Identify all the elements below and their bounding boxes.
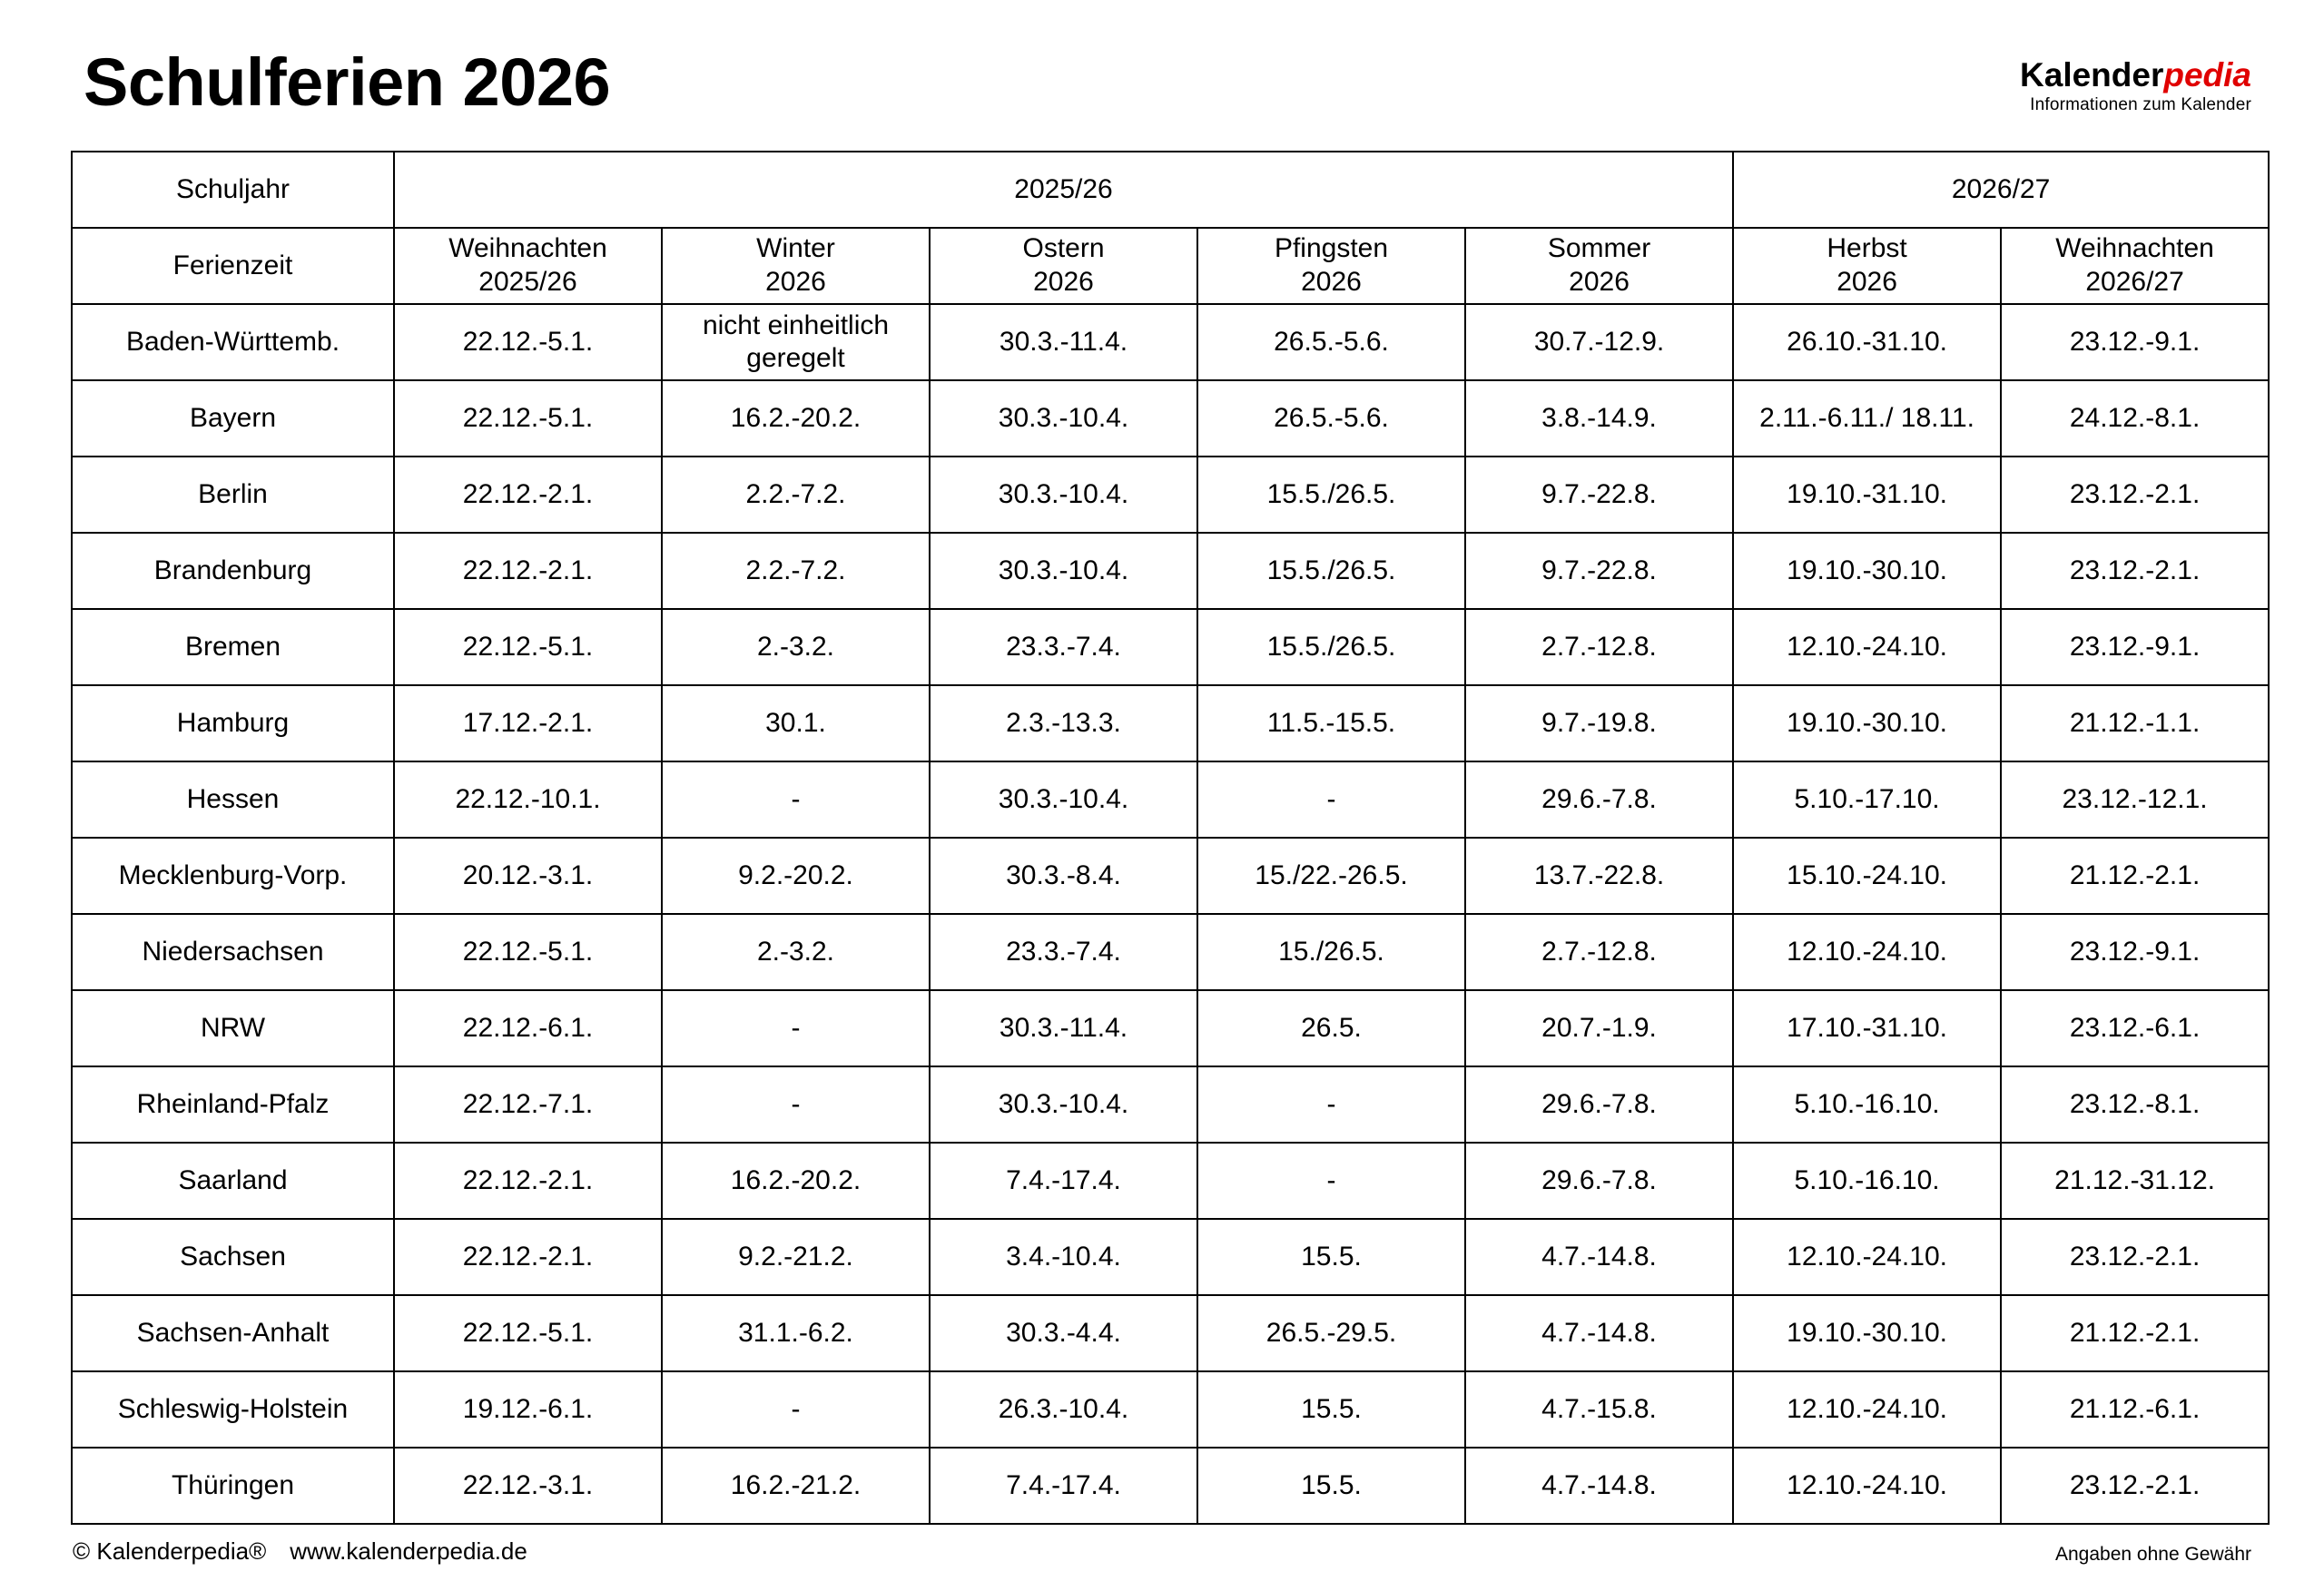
- holiday-date-cell: 4.7.-15.8.: [1465, 1371, 1733, 1448]
- holiday-date-cell: 30.3.-10.4.: [930, 1066, 1197, 1143]
- state-name-cell: Sachsen: [72, 1219, 394, 1295]
- table-row: [72, 1143, 2269, 1219]
- holiday-date-cell: 15.5.: [1197, 1371, 1465, 1448]
- footer-credits: [73, 1537, 527, 1566]
- period-header-row: [72, 228, 2269, 304]
- brand-name-part2: pedia: [2163, 56, 2251, 93]
- period-name: Sommer: [1547, 233, 1651, 264]
- table-row: [72, 1371, 2269, 1448]
- brand-name-part1: Kalender: [2020, 56, 2164, 93]
- holiday-date-cell: 22.12.-5.1.: [394, 304, 662, 380]
- holiday-date-cell: 22.12.-7.1.: [394, 1066, 662, 1143]
- holiday-date-cell: 22.12.-6.1.: [394, 990, 662, 1066]
- holiday-date-cell: 12.10.-24.10.: [1733, 914, 2001, 990]
- holiday-date-cell: 30.3.-10.4.: [930, 533, 1197, 609]
- holiday-date-cell: 23.3.-7.4.: [930, 914, 1197, 990]
- holiday-date-cell: 30.3.-10.4.: [930, 380, 1197, 457]
- holiday-date-cell: 2.11.-6.11./ 18.11.: [1733, 380, 2001, 457]
- holiday-date-cell: 15.5./26.5.: [1197, 533, 1465, 609]
- holiday-date-cell: 23.12.-2.1.: [2001, 533, 2269, 609]
- holiday-date-cell: 2.7.-12.8.: [1465, 914, 1733, 990]
- brand-tagline: Informationen zum Kalender: [2030, 94, 2251, 114]
- holiday-date-cell: 26.5.: [1197, 990, 1465, 1066]
- page-header: [64, 36, 2260, 145]
- state-name-cell: Schleswig-Holstein: [72, 1371, 394, 1448]
- footer-website: www.kalenderpedia.de: [290, 1537, 527, 1565]
- period-header-7: [2001, 228, 2269, 304]
- holiday-date-cell: 15./22.-26.5.: [1197, 838, 1465, 914]
- holiday-date-cell: 21.12.-2.1.: [2001, 838, 2269, 914]
- holiday-date-cell: 15./26.5.: [1197, 914, 1465, 990]
- state-name-cell: Hamburg: [72, 685, 394, 761]
- holiday-date-cell: 23.12.-2.1.: [2001, 457, 2269, 533]
- schoolyear-corner-label: Schuljahr: [72, 152, 394, 228]
- holiday-date-cell: 5.10.-16.10.: [1733, 1143, 2001, 1219]
- holiday-date-cell: 3.4.-10.4.: [930, 1219, 1197, 1295]
- period-year: 2026: [1837, 267, 1897, 297]
- period-year: 2026: [1569, 267, 1630, 297]
- holiday-date-cell: 20.12.-3.1.: [394, 838, 662, 914]
- holiday-date-cell: 21.12.-31.12.: [2001, 1143, 2269, 1219]
- holiday-date-cell: 23.12.-12.1.: [2001, 761, 2269, 838]
- table-row: [72, 457, 2269, 533]
- holiday-date-cell: 11.5.-15.5.: [1197, 685, 1465, 761]
- holiday-date-cell: 30.1.: [662, 685, 930, 761]
- table-row: [72, 1295, 2269, 1371]
- holiday-date-cell: 17.12.-2.1.: [394, 685, 662, 761]
- holiday-date-cell: 22.12.-5.1.: [394, 380, 662, 457]
- holiday-date-cell: 22.12.-2.1.: [394, 1143, 662, 1219]
- page-title: Schulferien 2026: [84, 44, 611, 120]
- holiday-date-cell: 31.1.-6.2.: [662, 1295, 930, 1371]
- state-name-cell: Thüringen: [72, 1448, 394, 1524]
- holiday-date-cell: 7.4.-17.4.: [930, 1143, 1197, 1219]
- footer-disclaimer: Angaben ohne Gewähr: [2055, 1544, 2251, 1565]
- state-name-cell: Saarland: [72, 1143, 394, 1219]
- holiday-date-cell: 23.12.-2.1.: [2001, 1448, 2269, 1524]
- holiday-date-cell: 5.10.-16.10.: [1733, 1066, 2001, 1143]
- holiday-date-cell: 19.10.-30.10.: [1733, 533, 2001, 609]
- holiday-date-cell: 30.3.-10.4.: [930, 457, 1197, 533]
- table-row: [72, 609, 2269, 685]
- period-header-4: [1197, 228, 1465, 304]
- footer-copyright: © Kalenderpedia®: [73, 1537, 267, 1565]
- holiday-date-cell: 22.12.-2.1.: [394, 533, 662, 609]
- holiday-date-cell: 26.5.-5.6.: [1197, 304, 1465, 380]
- holiday-date-cell: 13.7.-22.8.: [1465, 838, 1733, 914]
- holiday-date-cell: 15.5.: [1197, 1219, 1465, 1295]
- holiday-date-cell: 19.10.-30.10.: [1733, 685, 2001, 761]
- period-header-1: [394, 228, 662, 304]
- holiday-date-cell: 23.12.-2.1.: [2001, 1219, 2269, 1295]
- holiday-date-cell: 19.12.-6.1.: [394, 1371, 662, 1448]
- table-row: [72, 838, 2269, 914]
- period-year: 2026: [765, 267, 826, 297]
- holiday-date-cell: 4.7.-14.8.: [1465, 1219, 1733, 1295]
- holiday-date-cell: 4.7.-14.8.: [1465, 1448, 1733, 1524]
- holiday-date-cell: 21.12.-2.1.: [2001, 1295, 2269, 1371]
- period-year: 2026/27: [2085, 267, 2184, 297]
- schoolyear-header-row: [72, 152, 2269, 228]
- state-name-cell: Baden-Württemb.: [72, 304, 394, 380]
- brand-name: [2020, 58, 2251, 93]
- holiday-date-cell: 9.7.-22.8.: [1465, 457, 1733, 533]
- period-year: 2026: [1033, 267, 1094, 297]
- holiday-date-cell: 15.10.-24.10.: [1733, 838, 2001, 914]
- holiday-date-cell: 23.12.-9.1.: [2001, 304, 2269, 380]
- holiday-date-cell: 26.3.-10.4.: [930, 1371, 1197, 1448]
- holiday-date-cell: 15.5./26.5.: [1197, 609, 1465, 685]
- schoolyear-header: 2026/27: [1733, 152, 2269, 228]
- holiday-date-cell: -: [662, 1371, 930, 1448]
- holiday-date-cell: 30.3.-11.4.: [930, 304, 1197, 380]
- period-header-3: [930, 228, 1197, 304]
- holiday-date-cell: 23.12.-8.1.: [2001, 1066, 2269, 1143]
- table-row: [72, 1219, 2269, 1295]
- holiday-date-cell: 22.12.-2.1.: [394, 457, 662, 533]
- holiday-date-cell: 4.7.-14.8.: [1465, 1295, 1733, 1371]
- holiday-date-cell: nicht einheitlich geregelt: [662, 304, 930, 380]
- table-row: [72, 761, 2269, 838]
- holiday-date-cell: 2.2.-7.2.: [662, 533, 930, 609]
- table-row: [72, 914, 2269, 990]
- period-header-5: [1465, 228, 1733, 304]
- holiday-date-cell: 22.12.-2.1.: [394, 1219, 662, 1295]
- table-row: [72, 1066, 2269, 1143]
- table-row: [72, 1448, 2269, 1524]
- period-name: Weihnachten: [448, 233, 607, 264]
- period-name: Weihnachten: [2055, 233, 2214, 264]
- holiday-date-cell: 3.8.-14.9.: [1465, 380, 1733, 457]
- brand-logo: [2020, 58, 2251, 115]
- holiday-date-cell: 20.7.-1.9.: [1465, 990, 1733, 1066]
- state-name-cell: Rheinland-Pfalz: [72, 1066, 394, 1143]
- holiday-date-cell: 19.10.-31.10.: [1733, 457, 2001, 533]
- holiday-date-cell: 17.10.-31.10.: [1733, 990, 2001, 1066]
- holiday-date-cell: 5.10.-17.10.: [1733, 761, 2001, 838]
- holiday-date-cell: 22.12.-3.1.: [394, 1448, 662, 1524]
- page-footer: [73, 1537, 2251, 1566]
- period-name: Ostern: [1022, 233, 1105, 264]
- period-year: 2026: [1301, 267, 1362, 297]
- period-corner-label: Ferienzeit: [72, 228, 394, 304]
- state-name-cell: Bayern: [72, 380, 394, 457]
- holiday-date-cell: 9.2.-21.2.: [662, 1219, 930, 1295]
- holiday-date-cell: -: [1197, 1143, 1465, 1219]
- table-row: [72, 380, 2269, 457]
- holiday-date-cell: 26.5.-5.6.: [1197, 380, 1465, 457]
- holiday-date-cell: 16.2.-21.2.: [662, 1448, 930, 1524]
- holiday-date-cell: 21.12.-1.1.: [2001, 685, 2269, 761]
- table-row: [72, 304, 2269, 380]
- holiday-date-cell: 22.12.-5.1.: [394, 609, 662, 685]
- holiday-date-cell: 29.6.-7.8.: [1465, 1066, 1733, 1143]
- holiday-date-cell: 22.12.-5.1.: [394, 1295, 662, 1371]
- holiday-date-cell: 22.12.-5.1.: [394, 914, 662, 990]
- state-name-cell: NRW: [72, 990, 394, 1066]
- holiday-date-cell: 23.12.-9.1.: [2001, 914, 2269, 990]
- holiday-date-cell: 26.5.-29.5.: [1197, 1295, 1465, 1371]
- holiday-date-cell: 23.12.-9.1.: [2001, 609, 2269, 685]
- holiday-date-cell: 30.3.-11.4.: [930, 990, 1197, 1066]
- holiday-date-cell: 26.10.-31.10.: [1733, 304, 2001, 380]
- holiday-date-cell: 12.10.-24.10.: [1733, 1371, 2001, 1448]
- holiday-date-cell: 23.12.-6.1.: [2001, 990, 2269, 1066]
- holiday-date-cell: 23.3.-7.4.: [930, 609, 1197, 685]
- holiday-date-cell: 15.5.: [1197, 1448, 1465, 1524]
- holiday-date-cell: -: [1197, 761, 1465, 838]
- holiday-date-cell: 30.3.-4.4.: [930, 1295, 1197, 1371]
- holiday-date-cell: 9.7.-22.8.: [1465, 533, 1733, 609]
- holiday-date-cell: -: [662, 1066, 930, 1143]
- schoolyear-header: 2025/26: [394, 152, 1733, 228]
- holiday-date-cell: 29.6.-7.8.: [1465, 761, 1733, 838]
- holiday-date-cell: 30.3.-8.4.: [930, 838, 1197, 914]
- state-name-cell: Brandenburg: [72, 533, 394, 609]
- state-name-cell: Bremen: [72, 609, 394, 685]
- holiday-date-cell: 15.5./26.5.: [1197, 457, 1465, 533]
- period-header-2: [662, 228, 930, 304]
- state-name-cell: Hessen: [72, 761, 394, 838]
- period-year: 2025/26: [478, 267, 577, 297]
- holiday-date-cell: 16.2.-20.2.: [662, 1143, 930, 1219]
- holiday-date-cell: -: [662, 761, 930, 838]
- holiday-date-cell: 16.2.-20.2.: [662, 380, 930, 457]
- table-row: [72, 685, 2269, 761]
- holiday-date-cell: -: [1197, 1066, 1465, 1143]
- holiday-date-cell: 12.10.-24.10.: [1733, 1219, 2001, 1295]
- holiday-date-cell: 9.2.-20.2.: [662, 838, 930, 914]
- holiday-date-cell: 29.6.-7.8.: [1465, 1143, 1733, 1219]
- state-name-cell: Sachsen-Anhalt: [72, 1295, 394, 1371]
- holiday-date-cell: 24.12.-8.1.: [2001, 380, 2269, 457]
- holiday-date-cell: 7.4.-17.4.: [930, 1448, 1197, 1524]
- holiday-date-cell: 22.12.-10.1.: [394, 761, 662, 838]
- holiday-date-cell: 2.7.-12.8.: [1465, 609, 1733, 685]
- holidays-table: [71, 151, 2270, 1525]
- holiday-date-cell: 2.2.-7.2.: [662, 457, 930, 533]
- period-name: Pfingsten: [1274, 233, 1389, 264]
- holiday-date-cell: -: [662, 990, 930, 1066]
- period-header-6: [1733, 228, 2001, 304]
- holiday-date-cell: 12.10.-24.10.: [1733, 609, 2001, 685]
- state-name-cell: Berlin: [72, 457, 394, 533]
- holiday-date-cell: 19.10.-30.10.: [1733, 1295, 2001, 1371]
- holiday-date-cell: 12.10.-24.10.: [1733, 1448, 2001, 1524]
- period-name: Herbst: [1827, 233, 1907, 264]
- holiday-date-cell: 2.3.-13.3.: [930, 685, 1197, 761]
- table-row: [72, 533, 2269, 609]
- holiday-date-cell: 21.12.-6.1.: [2001, 1371, 2269, 1448]
- holiday-date-cell: 30.3.-10.4.: [930, 761, 1197, 838]
- holiday-date-cell: 2.-3.2.: [662, 914, 930, 990]
- holiday-date-cell: 2.-3.2.: [662, 609, 930, 685]
- state-name-cell: Niedersachsen: [72, 914, 394, 990]
- holiday-date-cell: 9.7.-19.8.: [1465, 685, 1733, 761]
- table-row: [72, 990, 2269, 1066]
- holiday-date-cell: 30.7.-12.9.: [1465, 304, 1733, 380]
- state-name-cell: Mecklenburg-Vorp.: [72, 838, 394, 914]
- period-name: Winter: [756, 233, 835, 264]
